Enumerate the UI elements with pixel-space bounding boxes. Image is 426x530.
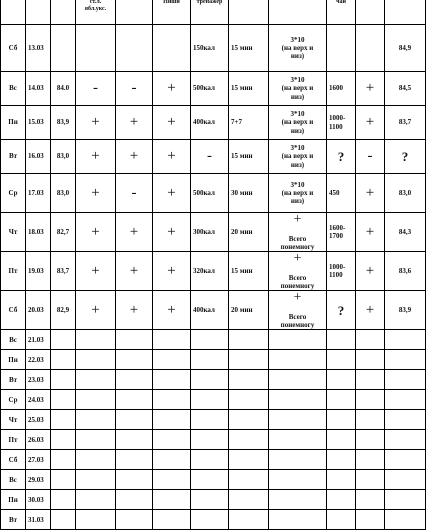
header-cell — [356, 0, 385, 25]
calories-cell — [191, 450, 229, 470]
press-cell — [269, 450, 327, 470]
press-cell — [269, 510, 327, 530]
run-cell: 15 мин — [229, 72, 269, 106]
tea-cell: + — [356, 291, 385, 330]
check-cell — [116, 390, 153, 410]
table-row — [1, 174, 426, 213]
check-cell — [76, 490, 116, 510]
run-cell — [229, 330, 269, 350]
table-row — [1, 252, 426, 291]
check-cell — [153, 490, 191, 510]
water-cell: 1000- 1100 — [327, 252, 356, 291]
header-cell — [269, 0, 327, 25]
final-weight-cell — [385, 390, 426, 410]
check-cell — [116, 330, 153, 350]
day-cell: Вт — [1, 510, 26, 530]
date-cell: 19.03 — [26, 252, 51, 291]
check-cell: - — [76, 72, 116, 106]
date-cell: 25.03 — [26, 410, 51, 430]
table-row — [1, 470, 426, 490]
check-cell — [153, 350, 191, 370]
header-cell — [1, 0, 26, 25]
header-cell: Ниши — [153, 0, 191, 25]
water-cell — [327, 490, 356, 510]
tea-cell — [356, 490, 385, 510]
day-cell: Вс — [1, 330, 26, 350]
day-cell: Пт — [1, 430, 26, 450]
calories-cell — [191, 510, 229, 530]
check-cell: + — [76, 174, 116, 213]
run-cell — [229, 370, 269, 390]
run-cell: 7+7 — [229, 106, 269, 140]
check-cell: + — [153, 72, 191, 106]
check-cell — [76, 25, 116, 72]
day-cell: Пн — [1, 106, 26, 140]
calories-cell: - — [191, 140, 229, 174]
final-weight-cell — [385, 510, 426, 530]
day-cell: Ср — [1, 174, 26, 213]
final-weight-cell — [385, 450, 426, 470]
press-cell — [269, 410, 327, 430]
day-cell: Чт — [1, 213, 26, 252]
press-cell — [269, 370, 327, 390]
water-cell: 450 — [327, 174, 356, 213]
run-cell — [229, 350, 269, 370]
check-cell — [76, 450, 116, 470]
table-row — [1, 350, 426, 370]
calories-cell — [191, 330, 229, 350]
press-cell — [269, 330, 327, 350]
header-cell — [229, 0, 269, 25]
water-cell — [327, 410, 356, 430]
date-cell: 24.03 — [26, 390, 51, 410]
check-cell — [153, 25, 191, 72]
final-weight-cell — [385, 470, 426, 490]
weight-cell: 84.0 — [51, 72, 76, 106]
run-cell — [229, 490, 269, 510]
press-cell: 3*10 (на верх и низ) — [269, 106, 327, 140]
weight-cell — [51, 450, 76, 470]
table-row — [1, 140, 426, 174]
date-cell: 29.03 — [26, 470, 51, 490]
calories-cell — [191, 470, 229, 490]
day-cell: Ср — [1, 390, 26, 410]
weight-cell — [51, 490, 76, 510]
table-row — [1, 291, 426, 330]
calories-cell: 400кал — [191, 291, 229, 330]
check-cell: + — [116, 140, 153, 174]
tea-cell — [356, 25, 385, 72]
check-cell: + — [153, 291, 191, 330]
header-cell: ст.л. ябл.укс. — [76, 0, 116, 25]
weight-cell — [51, 350, 76, 370]
calories-cell: 150кал — [191, 25, 229, 72]
weight-cell — [51, 390, 76, 410]
check-cell: - — [116, 72, 153, 106]
tea-cell — [356, 350, 385, 370]
check-cell — [153, 370, 191, 390]
day-cell: Пн — [1, 350, 26, 370]
date-cell: 22.03 — [26, 350, 51, 370]
press-plus: + — [293, 251, 302, 267]
weight-cell — [51, 370, 76, 390]
run-cell — [229, 410, 269, 430]
date-cell: 16.03 — [26, 140, 51, 174]
day-cell: Пн — [1, 490, 26, 510]
run-cell: 30 мин — [229, 174, 269, 213]
date-cell: 17.03 — [26, 174, 51, 213]
calories-cell: 500кал — [191, 72, 229, 106]
day-cell: Чт — [1, 410, 26, 430]
calories-cell — [191, 410, 229, 430]
check-cell — [153, 510, 191, 530]
check-cell: + — [116, 291, 153, 330]
final-weight-cell — [385, 350, 426, 370]
check-cell — [116, 450, 153, 470]
check-cell — [116, 510, 153, 530]
weight-cell — [51, 470, 76, 490]
day-cell: Сб — [1, 291, 26, 330]
final-weight-cell: 83,7 — [385, 106, 426, 140]
weight-cell: 82,9 — [51, 291, 76, 330]
check-cell — [76, 330, 116, 350]
table-row — [1, 510, 426, 530]
date-cell: 26.03 — [26, 430, 51, 450]
check-cell: + — [153, 213, 191, 252]
tea-cell: + — [356, 213, 385, 252]
check-cell — [76, 430, 116, 450]
tea-cell — [356, 510, 385, 530]
table-row — [1, 450, 426, 470]
calories-cell: 500кал — [191, 174, 229, 213]
table-row — [1, 72, 426, 106]
press-cell — [269, 430, 327, 450]
date-cell: 30.03 — [26, 490, 51, 510]
table-row — [1, 330, 426, 350]
check-cell — [116, 470, 153, 490]
water-cell — [327, 350, 356, 370]
tea-cell — [356, 430, 385, 450]
tea-cell — [356, 370, 385, 390]
final-weight-cell: 83,0 — [385, 174, 426, 213]
day-cell: Сб — [1, 25, 26, 72]
date-cell: 13.03 — [26, 25, 51, 72]
check-cell — [116, 350, 153, 370]
check-cell: + — [153, 174, 191, 213]
water-cell — [327, 25, 356, 72]
water-cell — [327, 450, 356, 470]
check-cell — [153, 410, 191, 430]
check-cell — [76, 370, 116, 390]
water-cell — [327, 470, 356, 490]
weight-cell — [51, 510, 76, 530]
press-cell — [269, 490, 327, 510]
run-cell: 15 мин — [229, 252, 269, 291]
run-cell — [229, 510, 269, 530]
final-weight-cell: 84,3 — [385, 213, 426, 252]
water-cell: ? — [327, 291, 356, 330]
check-cell — [76, 410, 116, 430]
header-cell — [26, 0, 51, 25]
table-row — [1, 490, 426, 510]
check-cell: + — [116, 106, 153, 140]
calories-cell — [191, 490, 229, 510]
check-cell — [153, 330, 191, 350]
run-cell — [229, 430, 269, 450]
calories-cell: 400кал — [191, 106, 229, 140]
calories-cell: 320кал — [191, 252, 229, 291]
header-cell: чай — [327, 0, 356, 25]
date-cell: 23.03 — [26, 370, 51, 390]
final-weight-cell — [385, 490, 426, 510]
table-row — [1, 410, 426, 430]
date-cell: 27.03 — [26, 450, 51, 470]
press-cell: 3*10 (на верх и низ) — [269, 25, 327, 72]
table-row — [1, 390, 426, 410]
water-cell — [327, 430, 356, 450]
calories-cell — [191, 390, 229, 410]
press-cell: 3*10 (на верх и низ) — [269, 72, 327, 106]
check-cell — [116, 25, 153, 72]
press-cell: + Всего понемногу — [269, 291, 327, 330]
check-cell — [116, 410, 153, 430]
water-cell — [327, 510, 356, 530]
date-cell: 20.03 — [26, 291, 51, 330]
check-cell — [76, 390, 116, 410]
weight-cell: 82,7 — [51, 213, 76, 252]
tea-cell: + — [356, 174, 385, 213]
check-cell: + — [76, 291, 116, 330]
water-cell — [327, 370, 356, 390]
final-weight-cell — [385, 410, 426, 430]
calories-cell — [191, 430, 229, 450]
check-cell — [76, 470, 116, 490]
check-cell: + — [116, 252, 153, 291]
day-cell: Вт — [1, 370, 26, 390]
header-cell — [385, 0, 426, 25]
check-cell: + — [153, 140, 191, 174]
press-cell: 3*10 (на верх и низ) — [269, 140, 327, 174]
tea-cell — [356, 390, 385, 410]
date-cell: 14.03 — [26, 72, 51, 106]
final-weight-cell: ? — [385, 140, 426, 174]
press-cell — [269, 390, 327, 410]
water-cell: ? — [327, 140, 356, 174]
date-cell: 21.03 — [26, 330, 51, 350]
weight-cell — [51, 410, 76, 430]
weight-cell: 83,7 — [51, 252, 76, 291]
press-cell — [269, 350, 327, 370]
day-cell: Вс — [1, 72, 26, 106]
tea-cell: + — [356, 252, 385, 291]
run-cell — [229, 450, 269, 470]
press-plus: + — [293, 290, 302, 306]
calories-cell — [191, 370, 229, 390]
run-cell: 20 мин — [229, 291, 269, 330]
check-cell: + — [116, 213, 153, 252]
table-row — [1, 106, 426, 140]
check-cell: + — [76, 140, 116, 174]
header-cell: тренажер — [191, 0, 229, 25]
day-cell: Сб — [1, 450, 26, 470]
final-weight-cell — [385, 330, 426, 350]
check-cell — [116, 370, 153, 390]
water-cell: 1600 — [327, 72, 356, 106]
weight-cell — [51, 430, 76, 450]
tea-cell — [356, 470, 385, 490]
check-cell: + — [76, 252, 116, 291]
check-cell: + — [153, 106, 191, 140]
press-cell — [269, 470, 327, 490]
date-cell: 15.03 — [26, 106, 51, 140]
header-cell — [116, 0, 153, 25]
press-cell: + Всего понемногу — [269, 252, 327, 291]
water-cell: 1000- 1100 — [327, 106, 356, 140]
tea-cell — [356, 450, 385, 470]
table-row — [1, 213, 426, 252]
final-weight-cell: 84,9 — [385, 25, 426, 72]
run-cell: 15 мин — [229, 140, 269, 174]
water-cell: 1600- 1700 — [327, 213, 356, 252]
calories-cell — [191, 350, 229, 370]
date-cell: 31.03 — [26, 510, 51, 530]
check-cell — [76, 350, 116, 370]
run-cell: 15 мин — [229, 25, 269, 72]
press-cell: 3*10 (на верх и низ) — [269, 174, 327, 213]
check-cell — [116, 430, 153, 450]
check-cell: + — [76, 106, 116, 140]
check-cell — [153, 430, 191, 450]
run-cell — [229, 470, 269, 490]
tea-cell: - — [356, 140, 385, 174]
water-cell — [327, 330, 356, 350]
check-cell: + — [76, 213, 116, 252]
final-weight-cell: 83,6 — [385, 252, 426, 291]
weight-cell — [51, 330, 76, 350]
check-cell — [76, 510, 116, 530]
header-row — [1, 0, 426, 25]
day-cell: Пт — [1, 252, 26, 291]
tea-cell: + — [356, 72, 385, 106]
check-cell — [153, 390, 191, 410]
weight-cell — [51, 25, 76, 72]
calories-cell: 300кал — [191, 213, 229, 252]
water-cell — [327, 390, 356, 410]
date-cell: 18.03 — [26, 213, 51, 252]
final-weight-cell — [385, 430, 426, 450]
press-plus: + — [293, 212, 302, 227]
table-row — [1, 430, 426, 450]
check-cell — [116, 490, 153, 510]
check-cell: + — [153, 252, 191, 291]
header-cell — [51, 0, 76, 25]
day-cell: Вс — [1, 470, 26, 490]
day-cell: Вт — [1, 140, 26, 174]
final-weight-cell: 83,9 — [385, 291, 426, 330]
tea-cell — [356, 410, 385, 430]
weight-cell: 83,9 — [51, 106, 76, 140]
table-row — [1, 370, 426, 390]
table-row — [1, 25, 426, 72]
final-weight-cell — [385, 370, 426, 390]
check-cell: - — [116, 174, 153, 213]
final-weight-cell: 84,5 — [385, 72, 426, 106]
weight-cell: 83,0 — [51, 140, 76, 174]
check-cell — [153, 450, 191, 470]
run-cell — [229, 390, 269, 410]
tea-cell — [356, 330, 385, 350]
tea-cell: + — [356, 106, 385, 140]
run-cell: 20 мин — [229, 213, 269, 252]
check-cell — [153, 470, 191, 490]
weight-cell: 83,0 — [51, 174, 76, 213]
press-cell: + Всего понемногу — [269, 213, 327, 252]
